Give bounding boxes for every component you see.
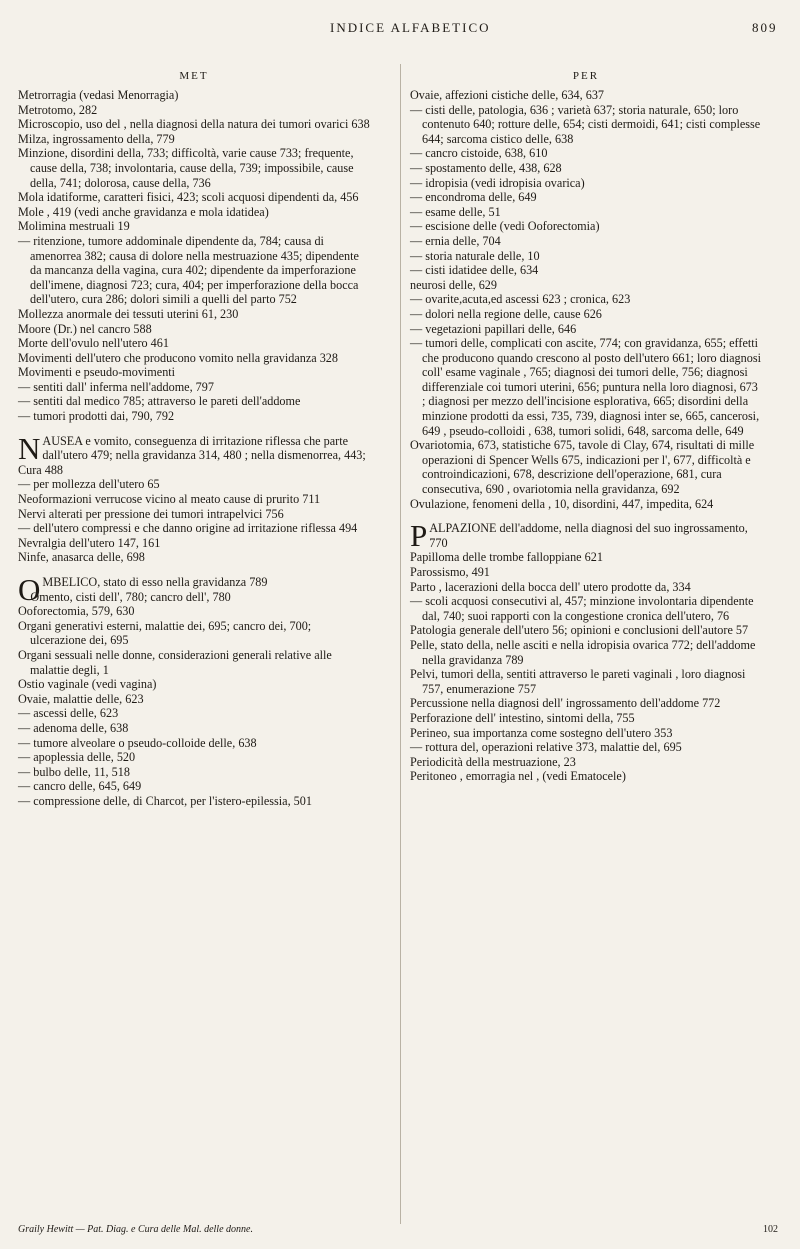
index-entry: Parossismo, 491 [410, 565, 490, 579]
index-entry: — apoplessia delle, 520 [18, 750, 136, 765]
index-entry: — cancro cistoide, 638, 610 [410, 146, 548, 161]
page-title: INDICE ALFABETICO [330, 20, 491, 35]
index-entry: Moore (Dr.) nel cancro 588 [18, 321, 152, 336]
entry-text: MBELICO, stato di esso nella gravidanza 789 [42, 575, 268, 589]
index-entry: Mole , 419 (vedi anche gravidanza e mola idatidea) [18, 204, 269, 219]
index-entry: — cisti delle, patologia, 636 ; varietà 637; storia naturale, 650; loro contenuto 640; rotture delle, 654; cisti dermoidi, 641; cisti complesse 644; sarcoma cistico delle, 638 [410, 102, 761, 146]
index-entry: Movimenti e pseudo-movimenti [18, 365, 176, 380]
index-entry: — esame delle, 51 [410, 204, 501, 219]
index-entry: Microscopio, uso del , nella diagnosi della natura dei tumori ovarici 638 [18, 117, 370, 132]
index-entry: Nevralgia dell'utero 147, 161 [18, 535, 161, 550]
index-entry: — cisti idatidee delle, 634 [410, 263, 539, 278]
index-entry: — rottura del, operazioni relative 373, malattie del, 695 [410, 740, 682, 755]
index-entry: — sentiti dal medico 785; attraverso le pareti dell'addome [18, 394, 301, 409]
index-entry: Minzione, disordini della, 733; difficoltà, varie cause 733; frequente, cause della, 738; involontaria, cause della, 739; impossibile, cause della, 741; dolorosa, cause della, 736 [18, 146, 354, 190]
index-entry: Movimenti dell'utero che producono vomito nella gravidanza 328 [18, 350, 338, 365]
index-entry: Perforazione dell' intestino, sintomi della, 755 [410, 710, 635, 725]
index-entry: — tumore alveolare o pseudo-colloide delle, 638 [18, 735, 257, 750]
index-entry: — adenoma delle, 638 [18, 720, 129, 735]
index-entry: — sentiti dall' inferma nell'addome, 797 [18, 379, 214, 394]
entry-text: AUSEA e vomito, conseguenza di irritazione riflessa che parte dall'utero 479; nella gravidanza 314, 480 ; nella dismenorrea, 443; Cura 488 [18, 433, 366, 477]
index-entry: Periodicità della mestruazione, 23 [410, 754, 576, 769]
index-entry: — compressione delle, di Charcot, per l'istero-epilessia, 501 [18, 793, 312, 808]
index-entry: Mola idatiforme, caratteri fisici, 423; scoli acquosi dipendenti da, 456 [18, 190, 359, 205]
index-entry: — spostamento delle, 438, 628 [410, 160, 562, 175]
index-entry: — cancro delle, 645, 649 [18, 779, 142, 794]
page-footer [18, 1224, 782, 1235]
index-entry: Ooforectomia, 579, 630 [18, 604, 135, 619]
index-entry: Omento, cisti dell', 780; cancro dell', 780 [30, 589, 231, 604]
index-entry: Metrotomo, 282 [18, 102, 98, 117]
index-entry: Milza, ingrossamento della, 779 [18, 131, 175, 146]
index-entry [18, 430, 370, 478]
index-entry: — bulbo delle, 11, 518 [18, 764, 130, 779]
column-head-left: MET [179, 70, 209, 82]
column-head-right: PER [572, 70, 600, 82]
entry-list-left [18, 88, 370, 809]
index-entry: Metrorragia (vedasi Menorragia) [18, 88, 179, 102]
index-entry: Peritoneo , emorragia nel , (vedi Ematocele) [410, 769, 626, 784]
drop-cap: P [410, 518, 428, 554]
index-entry: — tumori delle, complicati con ascite, 774; con gravidanza, 655; effetti che producono quando crescono al posto dell'utero 661; loro diagnosi coll' esame vaginale , 765; diagnosi dei tumori delle, 756; diagnosi differenziale coi tumori uterini, 656; puntura nella loro diagnosi, 673 ; diagnosi per mezzo dell'incisione esplorativa, 665; disordini della minzione prodotti da essi, 735, 739, diagnosi inter se, 665, cancerosi, 649 , pseudo-colloidi , 638, tumori solidi, 648, sarcoma delle, 649 [410, 336, 761, 438]
entry-text: ALPAZIONE dell'addome, nella diagnosi del suo ingrossamento, 770 [429, 521, 748, 550]
index-entry: Ninfe, anasarca delle, 698 [18, 550, 145, 565]
index-entry [410, 518, 762, 554]
index-entry: Perineo, sua importanza come sostegno dell'utero 353 [410, 725, 673, 740]
index-entry: — scoli acquosi consecutivi al, 457; minzione involontaria dipendente dal, 740; suoi rapporti con la congestione cronica dell'utero, 76 [410, 594, 754, 623]
index-entry: — ernia delle, 704 [410, 233, 501, 248]
index-entry: Ostio vaginale (vedi vagina) [18, 677, 157, 692]
index-entry: Papilloma delle trombe falloppiane 621 [410, 550, 603, 565]
entry-list-right [410, 88, 762, 784]
page-number: 809 [752, 20, 778, 35]
index-entry: Pelvi, tumori della, sentiti attraverso le pareti vaginali , loro diagnosi 757, enumerazione 757 [410, 667, 746, 696]
index-entry: Nervi alterati per pressione dei tumori intrapelvici 756 [18, 506, 284, 521]
index-entry: Ovulazione, fenomeni della , 10, disordini, 447, impedita, 624 [410, 496, 714, 511]
index-entry: — escisione delle (vedi Ooforectomia) [410, 219, 600, 234]
index-entry: — encondroma delle, 649 [410, 190, 537, 205]
index-entry: Ovaie, malattie delle, 623 [18, 691, 144, 706]
index-entry: — ovarite,acuta,ed ascessi 623 ; cronica, 623 [410, 292, 631, 307]
index-entry: — ritenzione, tumore addominale dipendente da, 784; causa di amenorrea 382; causa di dolore nella mestruazione 435; dipendente da mancanza della vagina, cura 402; dipendente da imperforazione dell'imene, diagnosi 723; cura, 404; per imperforazione della bocca dell'utero, cura 286; dolori simili a quelli del parto 752 [18, 233, 359, 307]
index-entry: Organi sessuali nelle donne, considerazioni generali relative alle malattie degli, 1 [18, 647, 332, 677]
footer-text: Graily Hewitt — Pat. Diag. e Cura delle Mal. delle donne. [18, 1224, 253, 1235]
index-entry: Parto , lacerazioni della bocca dell' utero prodotte da, 334 [410, 579, 691, 594]
index-column-right [410, 70, 762, 784]
running-head [0, 18, 800, 40]
drop-cap: N [18, 430, 41, 466]
index-entry: — idropisia (vedi idropisia ovarica) [410, 175, 585, 190]
index-entry: — ascessi delle, 623 [18, 706, 119, 721]
index-entry: neurosi delle, 629 [410, 277, 497, 292]
index-entry: Neoformazioni verrucose vicino al meato cause di prurito 711 [18, 492, 321, 507]
index-entry: — vegetazioni papillari delle, 646 [410, 321, 577, 336]
index-entry: Ovaie, affezioni cistiche delle, 634, 637 [410, 88, 605, 102]
drop-cap: O [18, 572, 41, 607]
index-entry: Morte dell'ovulo nell'utero 461 [18, 336, 169, 351]
index-entry: Ovariotomia, 673, statistiche 675, tavole di Clay, 674, risultati di mille operazioni di Spencer Wells 675, indicazioni per l', 677, difficoltà e controindicazioni, 678, descrizione dell'operazione, 681, cura consecutiva, 690 , ovariotomia nella gravidanza, 692 [410, 438, 755, 497]
index-entry: Patologia generale dell'utero 56; opinioni e conclusioni dell'autore 57 [410, 623, 749, 638]
index-entry: Molimina mestruali 19 [18, 219, 130, 234]
index-entry: Percussione nella diagnosi dell' ingrossamento dell'addome 772 [410, 696, 721, 711]
index-entry: — dolori nella regione delle, cause 626 [410, 306, 602, 321]
index-entry: — per mollezza dell'utero 65 [18, 477, 160, 492]
index-entry: Mollezza anormale dei tessuti uterini 61, 230 [18, 306, 239, 321]
index-entry: Organi generativi esterni, malattie dei, 695; cancro dei, 700; ulcerazione dei, 695 [18, 618, 312, 648]
index-entry: — tumori prodotti dai, 790, 792 [18, 409, 175, 424]
index-column-left [18, 70, 370, 809]
index-entry: Pelle, stato della, nelle asciti e nella idropisia ovarica 772; dell'addome nella gravidanza 789 [410, 637, 756, 667]
index-entry: — dell'utero compressi e che danno origine ad irritazione riflessa 494 [18, 521, 358, 536]
signature-mark: 102 [763, 1224, 778, 1235]
column-divider [400, 64, 401, 1224]
index-entry: — storia naturale delle, 10 [410, 248, 540, 263]
